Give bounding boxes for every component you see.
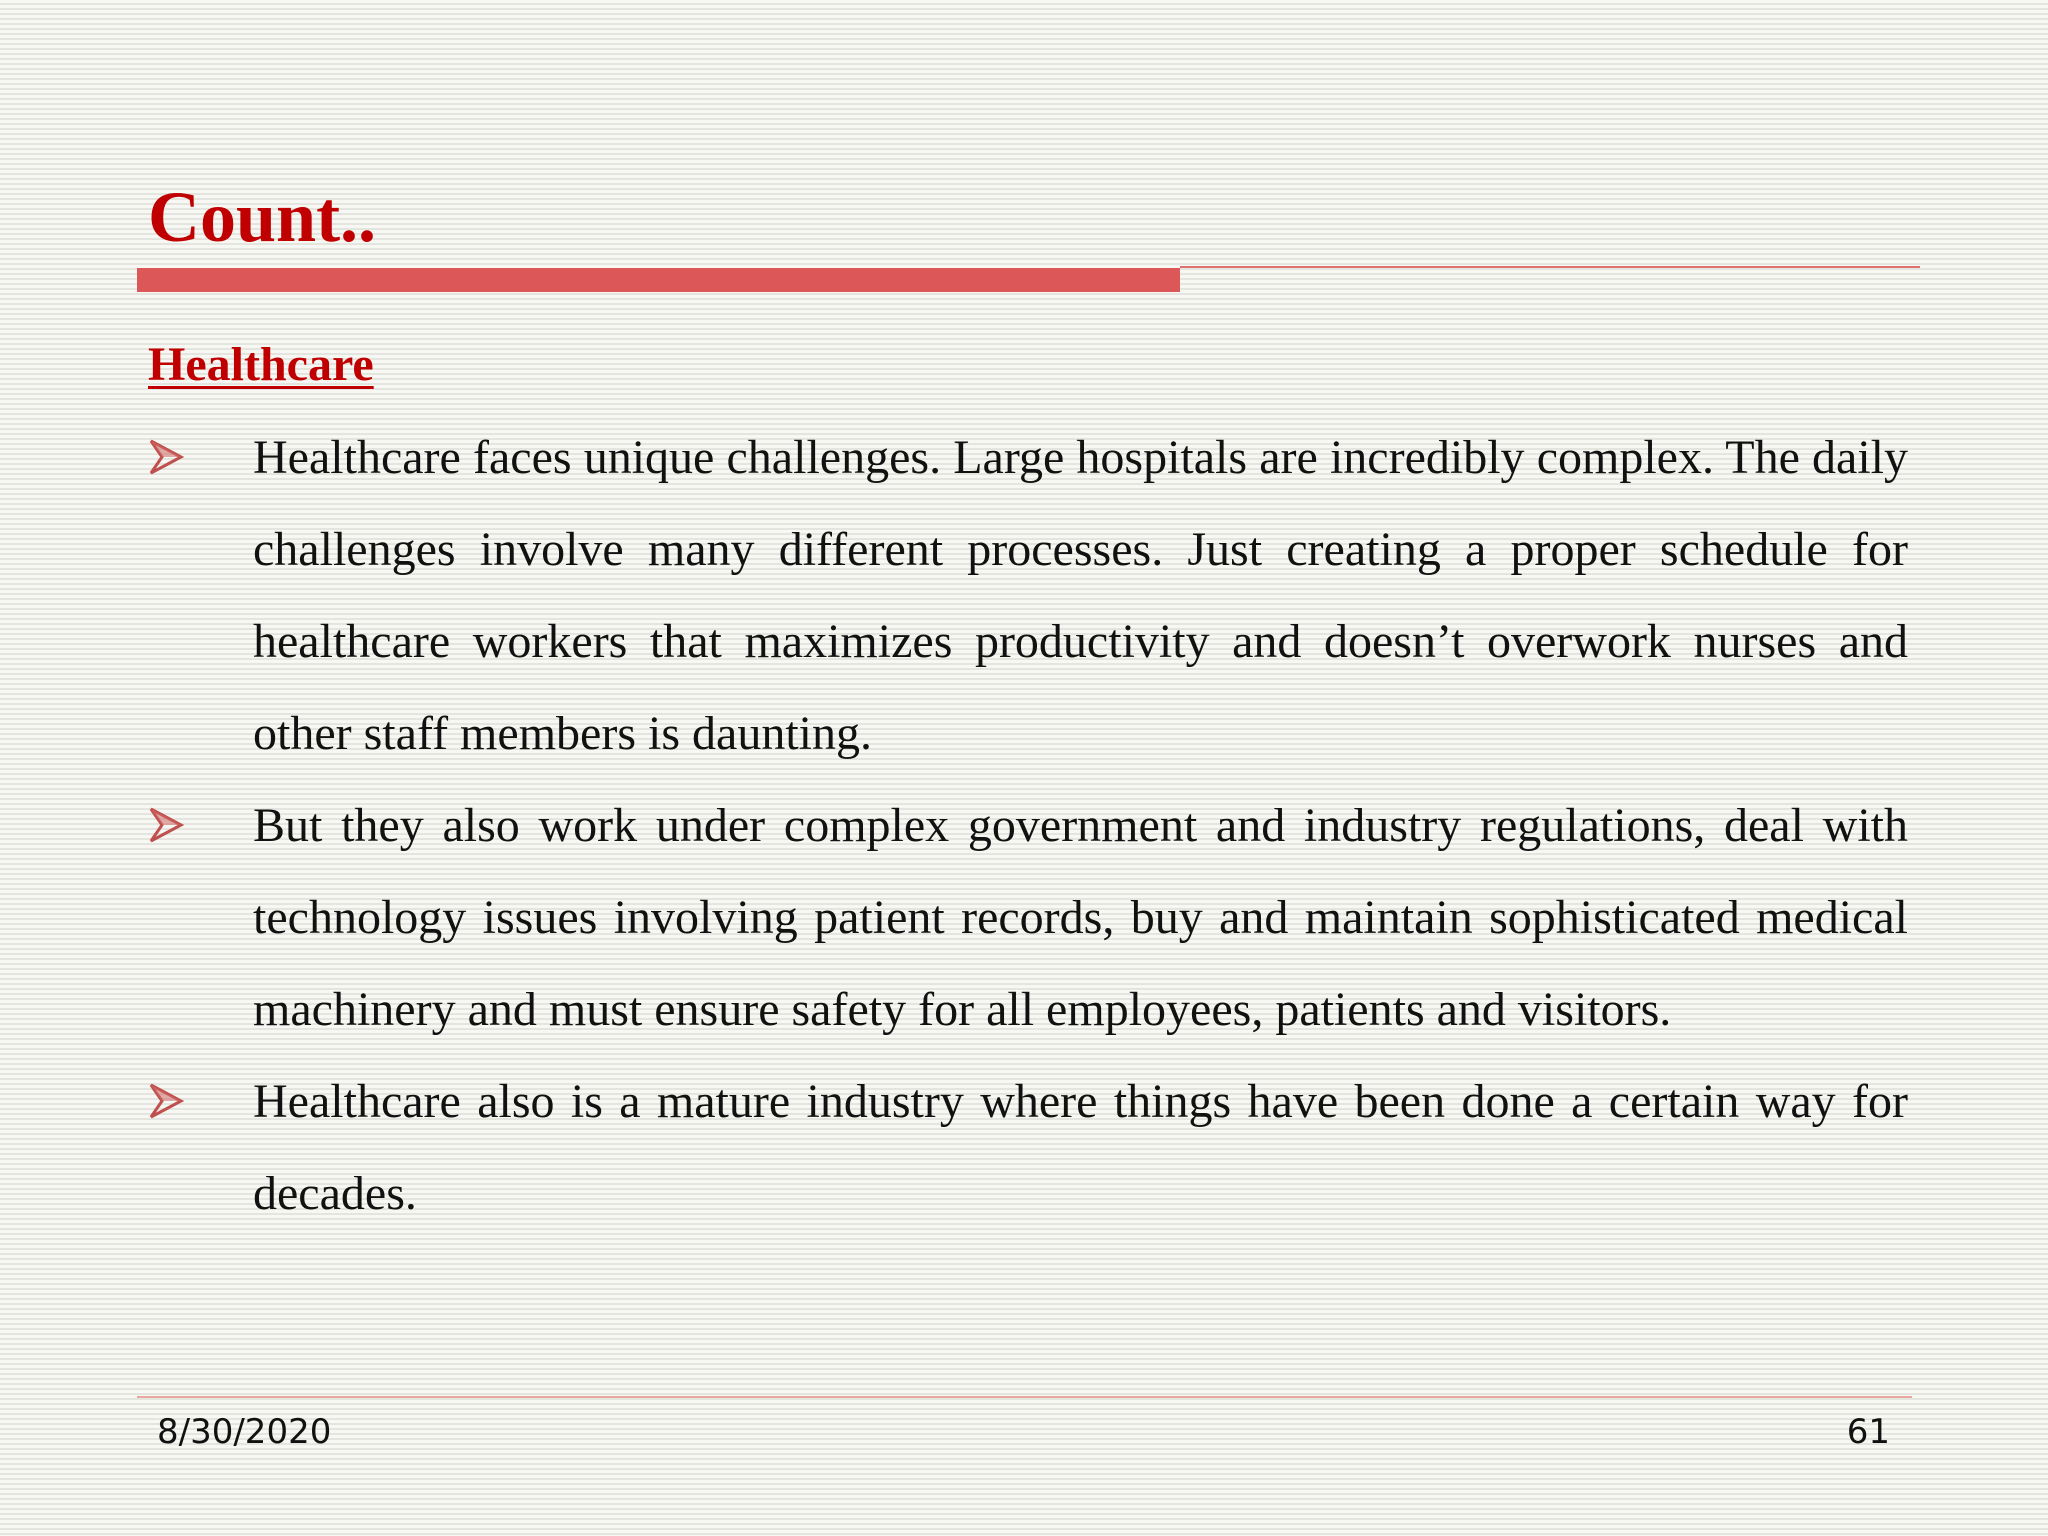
title-accent-bar bbox=[137, 268, 1180, 292]
bullet-text: Healthcare faces unique challenges. Large hospitals are incredibly complex. The daily challenges involve many different processes. Just creating a proper schedule for healthcare workers that maximizes productivity and doesn’t overwork nurses and other staff members is daunting. bbox=[253, 431, 1908, 760]
bullet-list bbox=[148, 412, 1908, 1240]
bullet-item bbox=[148, 780, 1908, 1056]
footer-date: 8/30/2020 bbox=[157, 1412, 332, 1452]
arrowhead-bullet-icon bbox=[148, 1081, 184, 1121]
bullet-item bbox=[148, 412, 1908, 780]
section-heading: Healthcare bbox=[148, 338, 374, 391]
page-number: 61 bbox=[1846, 1412, 1890, 1452]
footer-divider bbox=[137, 1396, 1912, 1398]
slide-title: Count.. bbox=[148, 177, 377, 257]
title-divider-line bbox=[1180, 266, 1920, 268]
bullet-text: But they also work under complex government and industry regulations, deal with technology issues involving patient records, buy and maintain sophisticated medical machinery and must ensure safety for all employees, patients and visitors. bbox=[253, 799, 1908, 1036]
arrowhead-bullet-icon bbox=[148, 805, 184, 845]
bullet-text: Healthcare also is a mature industry where things have been done a certain way for decades. bbox=[253, 1075, 1908, 1220]
arrowhead-bullet-icon bbox=[148, 437, 184, 477]
bullet-item bbox=[148, 1056, 1908, 1240]
